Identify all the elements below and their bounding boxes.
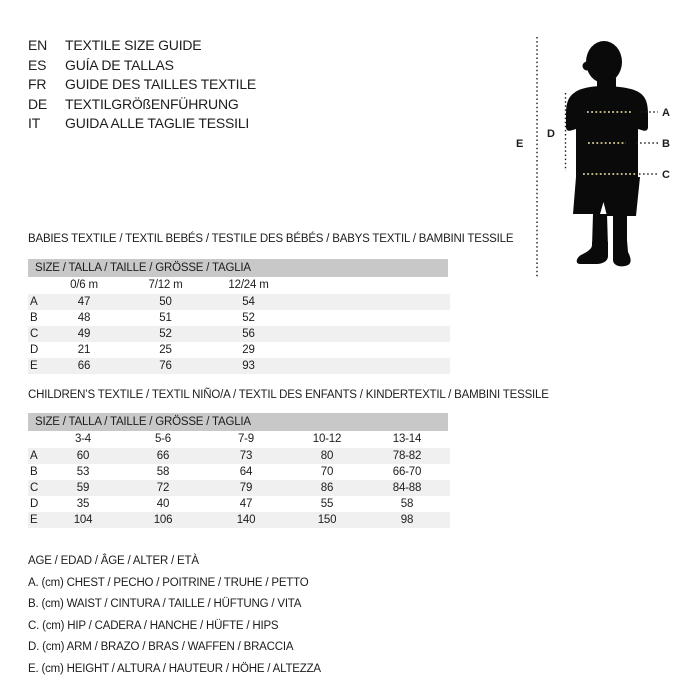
table-cell: 40: [156, 498, 170, 510]
table-cell: 70: [320, 466, 334, 478]
table-cell: 29: [242, 344, 255, 356]
language-row: [28, 114, 256, 134]
language-code: IT: [28, 115, 41, 131]
row-label: E: [30, 360, 38, 372]
table-cell: 52: [242, 312, 255, 324]
language-row: [28, 36, 256, 56]
legend-item-waist: B. (cm) WAIST / CINTURA / TAILLE / HÜFTUNG / VITA: [28, 598, 302, 610]
row-label-spacer: [28, 431, 44, 448]
child-measurement-figure: [500, 30, 700, 290]
table-cell: 93: [242, 360, 255, 372]
column-header: 12/24 m: [228, 279, 269, 291]
table-body: [28, 294, 450, 374]
table-cell: 47: [77, 296, 91, 308]
row-label: B: [30, 466, 38, 478]
row-label-spacer: [28, 277, 44, 294]
table-cell: 86: [320, 482, 334, 494]
column-header: 13-14: [392, 433, 422, 445]
table-cell: 150: [317, 514, 337, 526]
legend-item-height: E. (cm) HEIGHT / ALTURA / HAUTEUR / HÖHE / ALTEZZA: [28, 662, 321, 675]
table-cell: 84-88: [392, 482, 422, 494]
table-cell: 66: [156, 450, 170, 462]
column-header: 7/12 m: [148, 279, 183, 291]
table-cell: 66-70: [392, 466, 422, 478]
language-title: GUÍA DE TALLAS: [65, 56, 174, 73]
table-cell: 60: [76, 450, 90, 462]
table-cell: 106: [153, 514, 173, 526]
table-cell: 98: [400, 514, 414, 526]
table-cell: 52: [159, 328, 172, 340]
children-size-table: [28, 413, 450, 528]
table-row: [28, 480, 450, 496]
column-header: 0/6 m: [70, 279, 98, 291]
figure-label-c: C: [662, 169, 670, 181]
legend-age-line: AGE / EDAD / ÂGE / ALTER / ETÀ: [28, 555, 199, 567]
table-cell: 55: [320, 498, 334, 510]
language-title: GUIDA ALLE TAGLIE TESSILI: [65, 115, 250, 131]
size-header-bar: SIZE / TALLA / TAILLE / GRÖSSE / TAGLIA: [28, 413, 448, 431]
column-header-row: [28, 431, 450, 448]
language-title: TEXTILGRÖßENFÜHRUNG: [65, 95, 239, 112]
table-cell: 35: [76, 498, 90, 510]
table-row: [28, 448, 450, 464]
babies-section-title: BABIES TEXTILE / TEXTIL BEBÉS / TESTILE DES BÉBÉS / BABYS TEXTIL / BAMBINI TESSILE: [28, 233, 514, 245]
table-row: [28, 310, 450, 326]
figure-label-d: D: [547, 128, 555, 140]
table-row: [28, 342, 450, 358]
child-silhouette: [566, 41, 648, 266]
babies-size-table: [28, 259, 450, 374]
language-title: GUIDE DES TAILLES TEXTILE: [65, 76, 257, 92]
figure-label-e: E: [516, 138, 524, 150]
language-code: EN: [28, 37, 48, 53]
table-cell: 54: [242, 296, 255, 308]
row-label: D: [30, 344, 39, 356]
row-label: C: [30, 482, 39, 494]
table-cell: 50: [159, 296, 172, 308]
column-header: 10-12: [312, 433, 342, 445]
legend-item-hip: C. (cm) HIP / CADERA / HANCHE / HÜFTE / HIPS: [28, 619, 279, 632]
measurement-legend: [28, 551, 321, 680]
language-title: TEXTILE SIZE GUIDE: [65, 37, 202, 53]
table-cell: 78-82: [392, 450, 422, 462]
table-row: [28, 294, 450, 310]
table-cell: 51: [159, 312, 172, 324]
language-code: FR: [28, 76, 47, 92]
table-cell: 48: [77, 312, 91, 324]
table-cell: 58: [156, 466, 170, 478]
language-code: DE: [28, 95, 48, 112]
table-cell: 59: [76, 482, 90, 494]
column-header-row: [28, 277, 450, 294]
table-row: [28, 464, 450, 480]
figure-label-b: B: [662, 138, 670, 150]
table-row: [28, 512, 450, 528]
table-cell: 66: [77, 360, 91, 372]
table-cell: 47: [239, 498, 253, 510]
column-header: 3-4: [74, 433, 92, 445]
table-cell: 104: [73, 514, 93, 526]
language-row: [28, 75, 256, 95]
figure-label-a: A: [662, 107, 670, 119]
table-cell: 25: [159, 344, 172, 356]
table-row: [28, 326, 450, 342]
table-cell: 58: [400, 498, 414, 510]
table-cell: 80: [320, 450, 334, 462]
table-body: [28, 448, 450, 528]
language-row: [28, 56, 256, 76]
column-header: 5-6: [154, 433, 172, 445]
table-cell: 73: [239, 450, 253, 462]
row-label: B: [30, 312, 38, 324]
legend-item-chest: A. (cm) CHEST / PECHO / POITRINE / TRUHE / PETTO: [28, 576, 309, 589]
size-header-bar: SIZE / TALLA / TAILLE / GRÖSSE / TAGLIA: [28, 259, 448, 277]
table-row: [28, 496, 450, 512]
table-cell: 140: [236, 514, 256, 526]
table-cell: 56: [242, 328, 255, 340]
children-section-title: CHILDREN’S TEXTILE / TEXTIL NIÑO/A / TEXTIL DES ENFANTS / KINDERTEXTIL / BAMBINI TESSILE: [28, 389, 549, 401]
row-label: A: [30, 450, 38, 462]
row-label: C: [30, 328, 39, 340]
table-row: [28, 358, 450, 374]
table-cell: 53: [76, 466, 90, 478]
legend-item-arm: D. (cm) ARM / BRAZO / BRAS / WAFFEN / BRACCIA: [28, 641, 294, 653]
row-label: A: [30, 296, 38, 308]
language-title-list: [28, 36, 256, 134]
table-cell: 64: [239, 466, 253, 478]
row-label: D: [30, 498, 39, 510]
table-cell: 72: [156, 482, 170, 494]
row-label: E: [30, 514, 38, 526]
column-header: 7-9: [237, 433, 255, 445]
language-row: [28, 95, 256, 115]
table-cell: 79: [239, 482, 253, 494]
table-cell: 76: [159, 360, 172, 372]
table-cell: 49: [77, 328, 91, 340]
language-code: ES: [28, 56, 47, 73]
table-cell: 21: [77, 344, 91, 356]
